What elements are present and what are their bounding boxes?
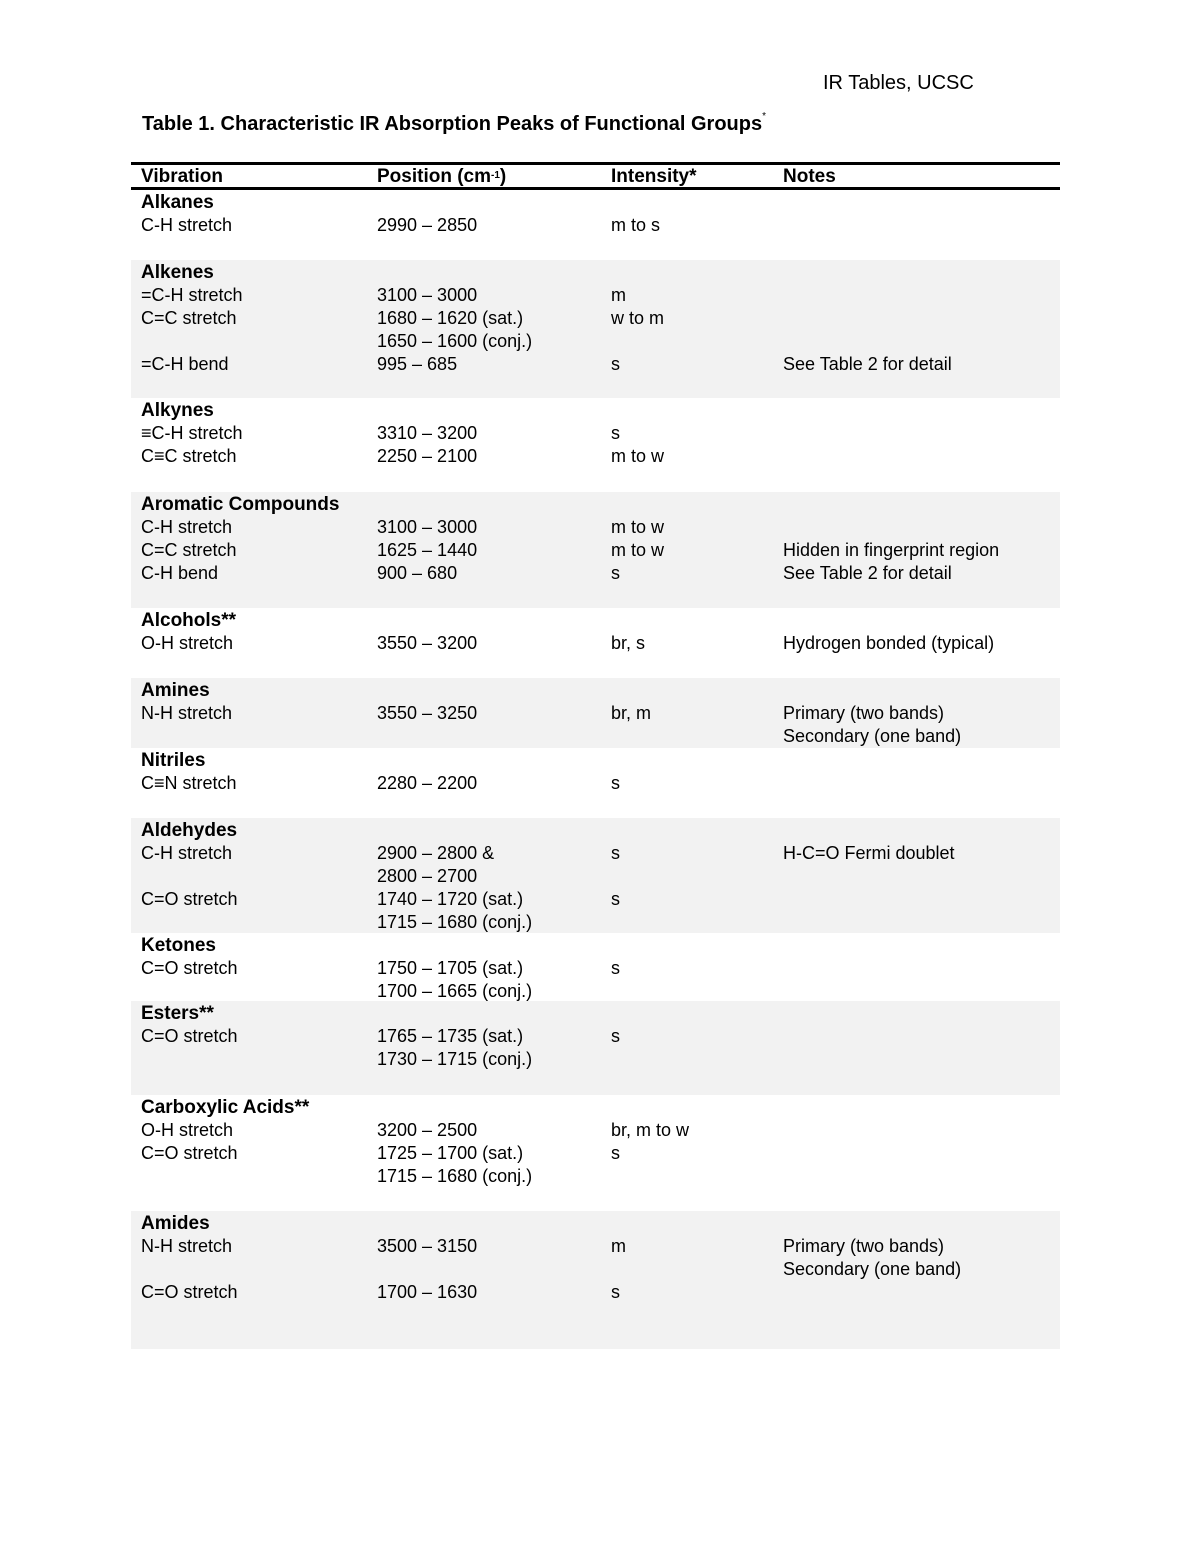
cell-vibration: N-H stretch [141,1236,233,1256]
col-header-position-sup: -1 [491,170,500,181]
group-section [131,608,1060,678]
cell-position: 3100 – 3000 [377,285,478,305]
cell-intensity: s [611,843,620,863]
cell-intensity: s [611,423,620,443]
group-name: Alkanes [141,192,214,213]
group-section [131,678,1060,748]
group-name: Amines [141,680,210,701]
cell-intensity: s [611,1282,620,1302]
cell-notes: Hydrogen bonded (typical) [783,633,995,653]
cell-notes: Secondary (one band) [783,1259,962,1279]
cell-position: 1750 – 1705 (sat.) [377,958,524,978]
group-name: Nitriles [141,750,206,771]
cell-vibration: C=O stretch [141,1282,238,1302]
group-section [131,260,1060,398]
cell-intensity: s [611,354,620,374]
cell-intensity: m [611,285,626,305]
group-name: Carboxylic Acids** [141,1097,310,1118]
cell-vibration: C=O stretch [141,889,238,909]
cell-position: 1625 – 1440 [377,540,478,560]
cell-vibration: =C-H stretch [141,285,243,305]
cell-position: 1730 – 1715 (conj.) [377,1049,533,1069]
ir-absorption-table [131,162,1060,1349]
cell-position: 1650 – 1600 (conj.) [377,331,533,351]
cell-position: 2900 – 2800 & [377,843,495,863]
group-name: Amides [141,1213,210,1234]
table-title [142,113,766,136]
cell-vibration: C-H stretch [141,215,233,235]
cell-vibration: ≡C-H stretch [141,423,243,443]
cell-intensity: br, s [611,633,646,653]
cell-vibration: O-H stretch [141,633,234,653]
cell-position: 995 – 685 [377,354,458,374]
group-section [131,1095,1060,1211]
cell-vibration: C=O stretch [141,1143,238,1163]
cell-position: 3550 – 3200 [377,633,478,653]
group-section [131,492,1060,608]
cell-position: 1700 – 1630 [377,1282,478,1302]
cell-vibration: C≡N stretch [141,773,237,793]
cell-position: 3200 – 2500 [377,1120,478,1140]
cell-position: 3100 – 3000 [377,517,478,537]
table-header-row [131,162,1060,190]
cell-intensity: s [611,563,620,583]
group-name: Ketones [141,935,216,956]
cell-position: 3500 – 3150 [377,1236,478,1256]
cell-intensity: m to w [611,540,665,560]
cell-vibration: C=C stretch [141,308,237,328]
cell-position: 1700 – 1665 (conj.) [377,981,533,1001]
group-name: Alkenes [141,262,214,283]
cell-intensity: s [611,1143,620,1163]
col-header-intensity: Intensity* [611,166,697,187]
cell-intensity: m [611,1236,626,1256]
title-footnote-mark: * [762,111,767,122]
cell-intensity: m to s [611,215,661,235]
group-section [131,818,1060,933]
group-name: Aldehydes [141,820,238,841]
cell-notes: See Table 2 for detail [783,563,952,583]
group-name: Aromatic Compounds [141,494,340,515]
cell-vibration: O-H stretch [141,1120,234,1140]
cell-intensity: s [611,889,620,909]
cell-vibration: C≡C stretch [141,446,237,466]
group-name: Alkynes [141,400,214,421]
group-section [131,190,1060,260]
cell-position: 2990 – 2850 [377,215,478,235]
cell-vibration: N-H stretch [141,703,233,723]
cell-vibration: C-H stretch [141,843,233,863]
group-section [131,933,1060,1001]
cell-position: 1765 – 1735 (sat.) [377,1026,524,1046]
cell-intensity: s [611,773,620,793]
cell-position: 2250 – 2100 [377,446,478,466]
cell-position: 2800 – 2700 [377,866,478,886]
col-header-position-close: ) [499,166,507,187]
group-section [131,398,1060,492]
col-header-vibration: Vibration [141,166,223,187]
cell-vibration: C-H bend [141,563,219,583]
cell-notes: Hidden in fingerprint region [783,540,1000,560]
cell-position: 3310 – 3200 [377,423,478,443]
cell-intensity: br, m [611,703,652,723]
cell-notes: Primary (two bands) [783,1236,945,1256]
cell-intensity: m to w [611,517,665,537]
cell-position: 2280 – 2200 [377,773,478,793]
group-name: Esters** [141,1003,214,1024]
cell-vibration: C-H stretch [141,517,233,537]
cell-notes: H-C=O Fermi doublet [783,843,955,863]
cell-vibration: C=C stretch [141,540,237,560]
group-section [131,1001,1060,1095]
cell-position: 3550 – 3250 [377,703,478,723]
cell-vibration: =C-H bend [141,354,229,374]
cell-notes: Secondary (one band) [783,726,962,746]
cell-vibration: C=O stretch [141,1026,238,1046]
cell-vibration: C=O stretch [141,958,238,978]
col-header-notes: Notes [783,166,836,187]
cell-notes: Primary (two bands) [783,703,945,723]
cell-intensity: m to w [611,446,665,466]
cell-intensity: w to m [611,308,665,328]
cell-position: 1740 – 1720 (sat.) [377,889,524,909]
cell-position: 1715 – 1680 (conj.) [377,1166,533,1186]
table-body [131,190,1060,1349]
col-header-position [377,166,506,188]
cell-intensity: br, m to w [611,1120,690,1140]
cell-position: 1680 – 1620 (sat.) [377,308,524,328]
group-name: Alcohols** [141,610,237,631]
group-section [131,748,1060,818]
cell-intensity: s [611,958,620,978]
table-title-text: Table 1. Characteristic IR Absorption Peaks of Functional Groups [142,113,763,135]
cell-position: 1725 – 1700 (sat.) [377,1143,524,1163]
cell-intensity: s [611,1026,620,1046]
cell-notes: See Table 2 for detail [783,354,952,374]
group-section [131,1211,1060,1349]
cell-position: 1715 – 1680 (conj.) [377,912,533,932]
col-header-position-text: Position (cm [377,166,492,187]
running-header: IR Tables, UCSC [823,72,974,94]
cell-position: 900 – 680 [377,563,458,583]
